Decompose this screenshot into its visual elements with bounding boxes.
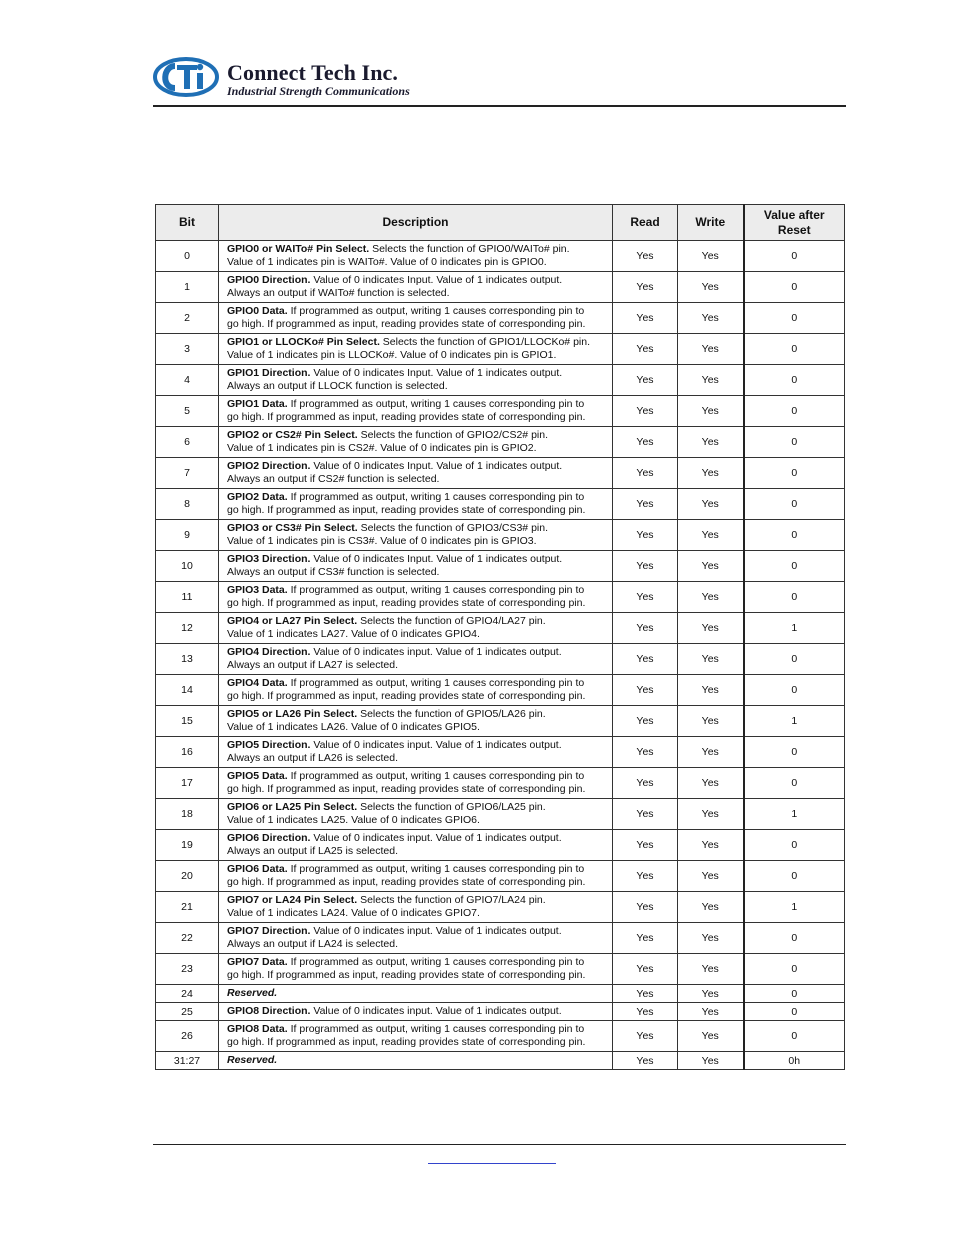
field-title: GPIO5 Data. <box>227 769 288 782</box>
field-description: Selects the function of GPIO1/LLOCKo# pin. <box>382 335 590 348</box>
table-row <box>156 737 845 768</box>
read-cell: Yes <box>613 396 678 427</box>
read-cell: Yes <box>613 582 678 613</box>
reset-value-cell: 0 <box>744 582 845 613</box>
footer-divider <box>153 1144 846 1145</box>
write-cell: Yes <box>678 458 744 489</box>
reset-value-cell: 0 <box>744 861 845 892</box>
description-cell <box>219 365 613 396</box>
field-description-line2: Always an output if LA26 is selected. <box>227 752 399 764</box>
write-cell: Yes <box>678 861 744 892</box>
field-description-line2: Value of 1 indicates pin is WAITo#. Value of 0 indicates pin is GPIO0. <box>227 256 547 268</box>
read-cell: Yes <box>613 737 678 768</box>
reset-value-cell: 0 <box>744 923 845 954</box>
field-description: Selects the function of GPIO0/WAITo# pin. <box>372 242 570 255</box>
read-cell: Yes <box>613 365 678 396</box>
table-row <box>156 954 845 985</box>
field-description: Selects the function of GPIO5/LA26 pin. <box>360 707 546 720</box>
field-description-line2: go high. If programmed as input, reading provides state of corresponding pin. <box>227 969 586 981</box>
table-row <box>156 1003 845 1021</box>
bit-cell: 18 <box>156 799 219 830</box>
write-cell: Yes <box>678 923 744 954</box>
read-cell: Yes <box>613 458 678 489</box>
reset-value-cell: 0 <box>744 644 845 675</box>
column-header-read: Read <box>613 205 678 241</box>
write-cell: Yes <box>678 954 744 985</box>
reset-value-cell: 0 <box>744 985 845 1003</box>
table-row <box>156 427 845 458</box>
bit-cell: 3 <box>156 334 219 365</box>
field-title: GPIO8 Direction. <box>227 1004 311 1017</box>
write-cell: Yes <box>678 303 744 334</box>
write-cell: Yes <box>678 737 744 768</box>
description-cell <box>219 675 613 706</box>
write-cell: Yes <box>678 1021 744 1052</box>
bit-cell: 10 <box>156 551 219 582</box>
field-title: GPIO6 Data. <box>227 862 288 875</box>
field-title: Reserved. <box>227 1053 278 1066</box>
description-cell <box>219 1021 613 1052</box>
field-title: GPIO1 Data. <box>227 397 288 410</box>
description-cell <box>219 985 613 1003</box>
reset-value-cell: 0 <box>744 427 845 458</box>
table-row <box>156 830 845 861</box>
header-divider <box>153 105 846 107</box>
reset-value-cell: 1 <box>744 799 845 830</box>
field-description: If programmed as output, writing 1 causes corresponding pin to <box>290 490 585 503</box>
description-cell <box>219 923 613 954</box>
write-cell: Yes <box>678 365 744 396</box>
field-title: GPIO7 or LA24 Pin Select. <box>227 893 358 906</box>
reset-value-cell: 0 <box>744 334 845 365</box>
write-cell: Yes <box>678 644 744 675</box>
field-description-line2: Always an output if LA27 is selected. <box>227 659 399 671</box>
field-description-line2: Always an output if LA25 is selected. <box>227 845 399 857</box>
table-row <box>156 458 845 489</box>
reset-value-cell: 0 <box>744 396 845 427</box>
field-title: GPIO4 Data. <box>227 676 288 689</box>
cti-logo-icon <box>153 57 219 97</box>
field-description: Value of 0 indicates input. Value of 1 indicates output. <box>313 645 562 658</box>
field-description: If programmed as output, writing 1 causes corresponding pin to <box>290 676 585 689</box>
reset-value-cell: 0 <box>744 365 845 396</box>
bit-cell: 26 <box>156 1021 219 1052</box>
field-description-line2: Always an output if LLOCK function is selected. <box>227 380 448 392</box>
reset-value-cell: 0 <box>744 768 845 799</box>
column-header-description: Description <box>219 205 613 241</box>
field-description-line2: go high. If programmed as input, reading provides state of corresponding pin. <box>227 597 586 609</box>
field-title: GPIO4 Direction. <box>227 645 311 658</box>
bit-cell: 8 <box>156 489 219 520</box>
table-row <box>156 396 845 427</box>
table-row <box>156 644 845 675</box>
description-cell <box>219 799 613 830</box>
description-cell <box>219 582 613 613</box>
read-cell: Yes <box>613 520 678 551</box>
field-title: GPIO6 or LA25 Pin Select. <box>227 800 358 813</box>
table-row <box>156 861 845 892</box>
value-after-reset-label: Value after Reset <box>763 207 825 237</box>
register-table-body <box>156 241 845 1070</box>
reset-value-cell: 0 <box>744 830 845 861</box>
table-row <box>156 923 845 954</box>
field-description: Selects the function of GPIO6/LA25 pin. <box>360 800 546 813</box>
read-cell: Yes <box>613 644 678 675</box>
reset-value-cell: 0h <box>744 1052 845 1070</box>
field-title: GPIO2 or CS2# Pin Select. <box>227 428 358 441</box>
reset-value-cell: 0 <box>744 272 845 303</box>
column-header-bit: Bit <box>156 205 219 241</box>
description-cell <box>219 489 613 520</box>
field-description: If programmed as output, writing 1 causes corresponding pin to <box>290 769 585 782</box>
read-cell: Yes <box>613 1021 678 1052</box>
bit-cell: 25 <box>156 1003 219 1021</box>
read-cell: Yes <box>613 675 678 706</box>
field-title: GPIO7 Direction. <box>227 924 311 937</box>
reset-value-cell: 0 <box>744 241 845 272</box>
description-cell <box>219 427 613 458</box>
reset-value-cell: 0 <box>744 458 845 489</box>
field-description: If programmed as output, writing 1 causes corresponding pin to <box>290 862 585 875</box>
field-title: GPIO4 or LA27 Pin Select. <box>227 614 358 627</box>
register-table <box>155 204 845 1070</box>
read-cell: Yes <box>613 892 678 923</box>
table-row <box>156 303 845 334</box>
field-description: Selects the function of GPIO3/CS3# pin. <box>360 521 548 534</box>
read-cell: Yes <box>613 551 678 582</box>
description-cell <box>219 768 613 799</box>
write-cell: Yes <box>678 489 744 520</box>
field-description-line2: go high. If programmed as input, reading provides state of corresponding pin. <box>227 318 586 330</box>
field-title: GPIO8 Data. <box>227 1022 288 1035</box>
reset-value-cell: 0 <box>744 1003 845 1021</box>
column-header-write: Write <box>678 205 744 241</box>
write-cell: Yes <box>678 551 744 582</box>
table-row <box>156 799 845 830</box>
field-description-line2: Value of 1 indicates LA25. Value of 0 indicates GPIO6. <box>227 814 480 826</box>
reset-value-cell: 1 <box>744 892 845 923</box>
description-cell <box>219 396 613 427</box>
field-description-line2: Value of 1 indicates pin is LLOCKo#. Value of 0 indicates pin is GPIO1. <box>227 349 557 361</box>
read-cell: Yes <box>613 799 678 830</box>
field-description-line2: Value of 1 indicates pin is CS2#. Value of 0 indicates pin is GPIO2. <box>227 442 537 454</box>
field-description-line2: go high. If programmed as input, reading provides state of corresponding pin. <box>227 1036 586 1048</box>
field-title: GPIO3 or CS3# Pin Select. <box>227 521 358 534</box>
field-title: GPIO0 or WAITo# Pin Select. <box>227 242 370 255</box>
table-row <box>156 613 845 644</box>
field-description-line2: go high. If programmed as input, reading provides state of corresponding pin. <box>227 690 586 702</box>
read-cell: Yes <box>613 613 678 644</box>
field-description: If programmed as output, writing 1 causes corresponding pin to <box>290 583 585 596</box>
table-row <box>156 1052 845 1070</box>
bit-cell: 1 <box>156 272 219 303</box>
field-description: Value of 0 indicates Input. Value of 1 indicates output. <box>313 459 563 472</box>
write-cell: Yes <box>678 520 744 551</box>
read-cell: Yes <box>613 985 678 1003</box>
table-row <box>156 985 845 1003</box>
write-cell: Yes <box>678 675 744 706</box>
write-cell: Yes <box>678 427 744 458</box>
table-row <box>156 272 845 303</box>
write-cell: Yes <box>678 613 744 644</box>
reset-value-cell: 0 <box>744 489 845 520</box>
read-cell: Yes <box>613 489 678 520</box>
field-description: Value of 0 indicates Input. Value of 1 indicates output. <box>313 552 563 565</box>
table-row <box>156 334 845 365</box>
field-description-line2: go high. If programmed as input, reading provides state of corresponding pin. <box>227 876 586 888</box>
table-row <box>156 706 845 737</box>
bit-cell: 4 <box>156 365 219 396</box>
description-cell <box>219 272 613 303</box>
field-description-line2: go high. If programmed as input, reading provides state of corresponding pin. <box>227 783 586 795</box>
read-cell: Yes <box>613 706 678 737</box>
table-row <box>156 675 845 706</box>
description-cell <box>219 861 613 892</box>
table-header-row <box>156 205 845 241</box>
description-cell <box>219 954 613 985</box>
field-title: GPIO3 Data. <box>227 583 288 596</box>
field-title: GPIO6 Direction. <box>227 831 311 844</box>
description-cell <box>219 458 613 489</box>
table-row <box>156 365 845 396</box>
write-cell: Yes <box>678 985 744 1003</box>
field-description-line2: Value of 1 indicates LA27. Value of 0 indicates GPIO4. <box>227 628 480 640</box>
read-cell: Yes <box>613 923 678 954</box>
read-cell: Yes <box>613 1052 678 1070</box>
description-cell <box>219 613 613 644</box>
write-cell: Yes <box>678 396 744 427</box>
write-cell: Yes <box>678 272 744 303</box>
write-cell: Yes <box>678 830 744 861</box>
field-description: If programmed as output, writing 1 causes corresponding pin to <box>290 304 585 317</box>
field-description: Value of 0 indicates input. Value of 1 indicates output. <box>313 738 562 751</box>
description-cell <box>219 737 613 768</box>
description-cell <box>219 892 613 923</box>
write-cell: Yes <box>678 706 744 737</box>
write-cell: Yes <box>678 1052 744 1070</box>
page-header <box>153 56 846 106</box>
field-title: Reserved. <box>227 986 278 999</box>
company-name: Connect Tech Inc. <box>227 60 398 85</box>
company-tagline: Industrial Strength Communications <box>227 84 410 98</box>
description-cell <box>219 241 613 272</box>
field-description: Selects the function of GPIO2/CS2# pin. <box>360 428 548 441</box>
read-cell: Yes <box>613 861 678 892</box>
field-description-line2: Always an output if CS2# function is selected. <box>227 473 440 485</box>
field-description: Value of 0 indicates input. Value of 1 indicates output. <box>313 1004 562 1017</box>
description-cell <box>219 303 613 334</box>
read-cell: Yes <box>613 768 678 799</box>
bit-cell: 23 <box>156 954 219 985</box>
reset-value-cell: 0 <box>744 737 845 768</box>
field-description-line2: Value of 1 indicates pin is CS3#. Value of 0 indicates pin is GPIO3. <box>227 535 537 547</box>
field-title: GPIO2 Direction. <box>227 459 311 472</box>
reset-value-cell: 0 <box>744 551 845 582</box>
read-cell: Yes <box>613 830 678 861</box>
reset-value-cell: 0 <box>744 675 845 706</box>
bit-cell: 6 <box>156 427 219 458</box>
footer-link[interactable] <box>428 1149 556 1164</box>
description-cell <box>219 644 613 675</box>
field-title: GPIO2 Data. <box>227 490 288 503</box>
bit-cell: 22 <box>156 923 219 954</box>
bit-cell: 14 <box>156 675 219 706</box>
write-cell: Yes <box>678 799 744 830</box>
reset-value-cell: 1 <box>744 613 845 644</box>
read-cell: Yes <box>613 954 678 985</box>
field-description: Selects the function of GPIO4/LA27 pin. <box>360 614 546 627</box>
bit-cell: 15 <box>156 706 219 737</box>
field-description-line2: Always an output if WAITo# function is selected. <box>227 287 450 299</box>
bit-cell: 24 <box>156 985 219 1003</box>
reset-value-cell: 0 <box>744 303 845 334</box>
field-description: Value of 0 indicates Input. Value of 1 indicates output. <box>313 366 563 379</box>
field-description-line2: Always an output if LA24 is selected. <box>227 938 399 950</box>
field-title: GPIO1 Direction. <box>227 366 311 379</box>
write-cell: Yes <box>678 582 744 613</box>
table-row <box>156 489 845 520</box>
description-cell <box>219 830 613 861</box>
field-title: GPIO0 Data. <box>227 304 288 317</box>
read-cell: Yes <box>613 1003 678 1021</box>
reset-value-cell: 0 <box>744 1021 845 1052</box>
bit-cell: 11 <box>156 582 219 613</box>
reset-value-cell: 0 <box>744 954 845 985</box>
field-description: Value of 0 indicates input. Value of 1 indicates output. <box>313 924 562 937</box>
description-cell <box>219 706 613 737</box>
write-cell: Yes <box>678 1003 744 1021</box>
field-description-line2: Value of 1 indicates LA26. Value of 0 indicates GPIO5. <box>227 721 480 733</box>
column-header-value-after-reset <box>744 205 845 241</box>
write-cell: Yes <box>678 241 744 272</box>
bit-cell: 9 <box>156 520 219 551</box>
field-title: GPIO7 Data. <box>227 955 288 968</box>
write-cell: Yes <box>678 892 744 923</box>
bit-cell: 31:27 <box>156 1052 219 1070</box>
description-cell <box>219 520 613 551</box>
read-cell: Yes <box>613 427 678 458</box>
bit-cell: 0 <box>156 241 219 272</box>
field-description-line2: Always an output if CS3# function is selected. <box>227 566 440 578</box>
field-description: Selects the function of GPIO7/LA24 pin. <box>360 893 546 906</box>
field-title: GPIO1 or LLOCKo# Pin Select. <box>227 335 380 348</box>
table-row <box>156 768 845 799</box>
description-cell <box>219 1003 613 1021</box>
read-cell: Yes <box>613 334 678 365</box>
reset-value-cell: 0 <box>744 520 845 551</box>
table-row <box>156 582 845 613</box>
field-description-line2: go high. If programmed as input, reading provides state of corresponding pin. <box>227 504 586 516</box>
write-cell: Yes <box>678 768 744 799</box>
read-cell: Yes <box>613 241 678 272</box>
description-cell <box>219 1052 613 1070</box>
table-row <box>156 551 845 582</box>
bit-cell: 21 <box>156 892 219 923</box>
read-cell: Yes <box>613 303 678 334</box>
bit-cell: 12 <box>156 613 219 644</box>
field-title: GPIO5 Direction. <box>227 738 311 751</box>
field-description: Value of 0 indicates Input. Value of 1 indicates output. <box>313 273 563 286</box>
table-row <box>156 520 845 551</box>
description-cell <box>219 334 613 365</box>
bit-cell: 7 <box>156 458 219 489</box>
field-title: GPIO5 or LA26 Pin Select. <box>227 707 358 720</box>
field-description: If programmed as output, writing 1 causes corresponding pin to <box>290 1022 585 1035</box>
field-description-line2: go high. If programmed as input, reading provides state of corresponding pin. <box>227 411 586 423</box>
field-description: If programmed as output, writing 1 causes corresponding pin to <box>290 955 585 968</box>
bit-cell: 19 <box>156 830 219 861</box>
bit-cell: 16 <box>156 737 219 768</box>
table-row <box>156 892 845 923</box>
table-row <box>156 1021 845 1052</box>
field-description: If programmed as output, writing 1 causes corresponding pin to <box>290 397 585 410</box>
bit-cell: 5 <box>156 396 219 427</box>
description-cell <box>219 551 613 582</box>
reset-value-cell: 1 <box>744 706 845 737</box>
table-row <box>156 241 845 272</box>
read-cell: Yes <box>613 272 678 303</box>
bit-cell: 13 <box>156 644 219 675</box>
bit-cell: 2 <box>156 303 219 334</box>
bit-cell: 20 <box>156 861 219 892</box>
write-cell: Yes <box>678 334 744 365</box>
field-description: Value of 0 indicates input. Value of 1 indicates output. <box>313 831 562 844</box>
bit-cell: 17 <box>156 768 219 799</box>
field-description-line2: Value of 1 indicates LA24. Value of 0 indicates GPIO7. <box>227 907 480 919</box>
field-title: GPIO0 Direction. <box>227 273 311 286</box>
field-title: GPIO3 Direction. <box>227 552 311 565</box>
